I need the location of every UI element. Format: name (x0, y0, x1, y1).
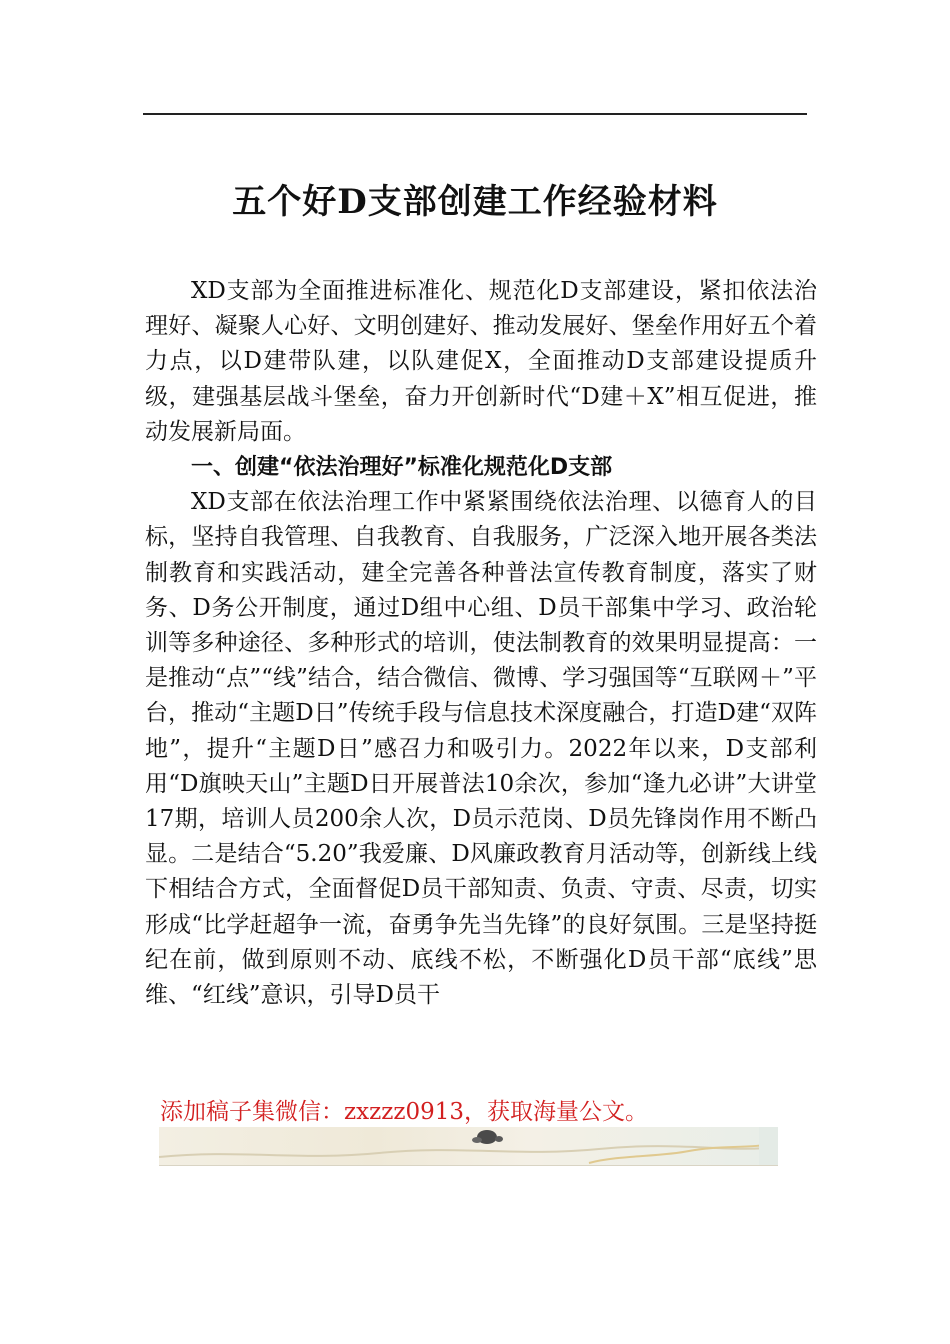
document-title: 五个好D支部创建工作经验材料 (232, 182, 718, 222)
intro-paragraph: XD支部为全面推进标准化、规范化D支部建设，紧扣依法治理好、凝聚人心好、文明创建好、推动发展好、堡垒作用好五个着力点，以D建带队建，以队建促X，全面推动D支部建设提质升级，建强基层战斗堡垒，奋力开创新时代“D建＋X”相互促进，推动发展新局面。 (145, 278, 817, 445)
header-rule (143, 113, 807, 115)
section-heading: 一、创建“依法治理好”标准化规范化D支部 (191, 455, 613, 481)
document-body (145, 274, 817, 1013)
promo-text: 添加稿子集微信：zxzzz0913，获取海量公文。 (160, 1099, 648, 1125)
section-paragraph: XD支部在依法治理工作中紧紧围绕依法治理、以德育人的目标，坚持自我管理、自我教育、自我服务，广泛深入地开展各类法制教育和实践活动，建全完善各种普法宣传教育制度，落实了财务、D务公开制度，通过D组中心组、D员干部集中学习、政治轮训等多种途径、多种形式的培训，使法制教育的效果明显提高：一是推动“点”“线”结合，结合微信、微博、学习强国等“互联网＋”平台，推动“主题D日”传统手段与信息技术深度融合，打造D建“双阵地”，提升“主题D日”感召力和吸引力。2022年以来，D支部利用“D旗映天山”主题D日开展普法10余次，参加“逢九必讲”大讲堂17期，培训人员200余人次，D员示范岗、D员先锋岗作用不断凸显。二是结合“5.20”我爱廉、D风廉政教育月活动等，创新线上线下相结合方式，全面督促D员干部知责、负责、守责、尽责，切实形成“比学赶超争一流，奋勇争先当先锋”的良好氛围。三是坚持挺纪在前，做到原则不动、底线不松，不断强化D员干部“底线”思维、“红线”意识，引导D员干 (145, 489, 817, 1009)
decorative-banner-image (159, 1127, 778, 1166)
landscape-illustration (159, 1127, 778, 1165)
